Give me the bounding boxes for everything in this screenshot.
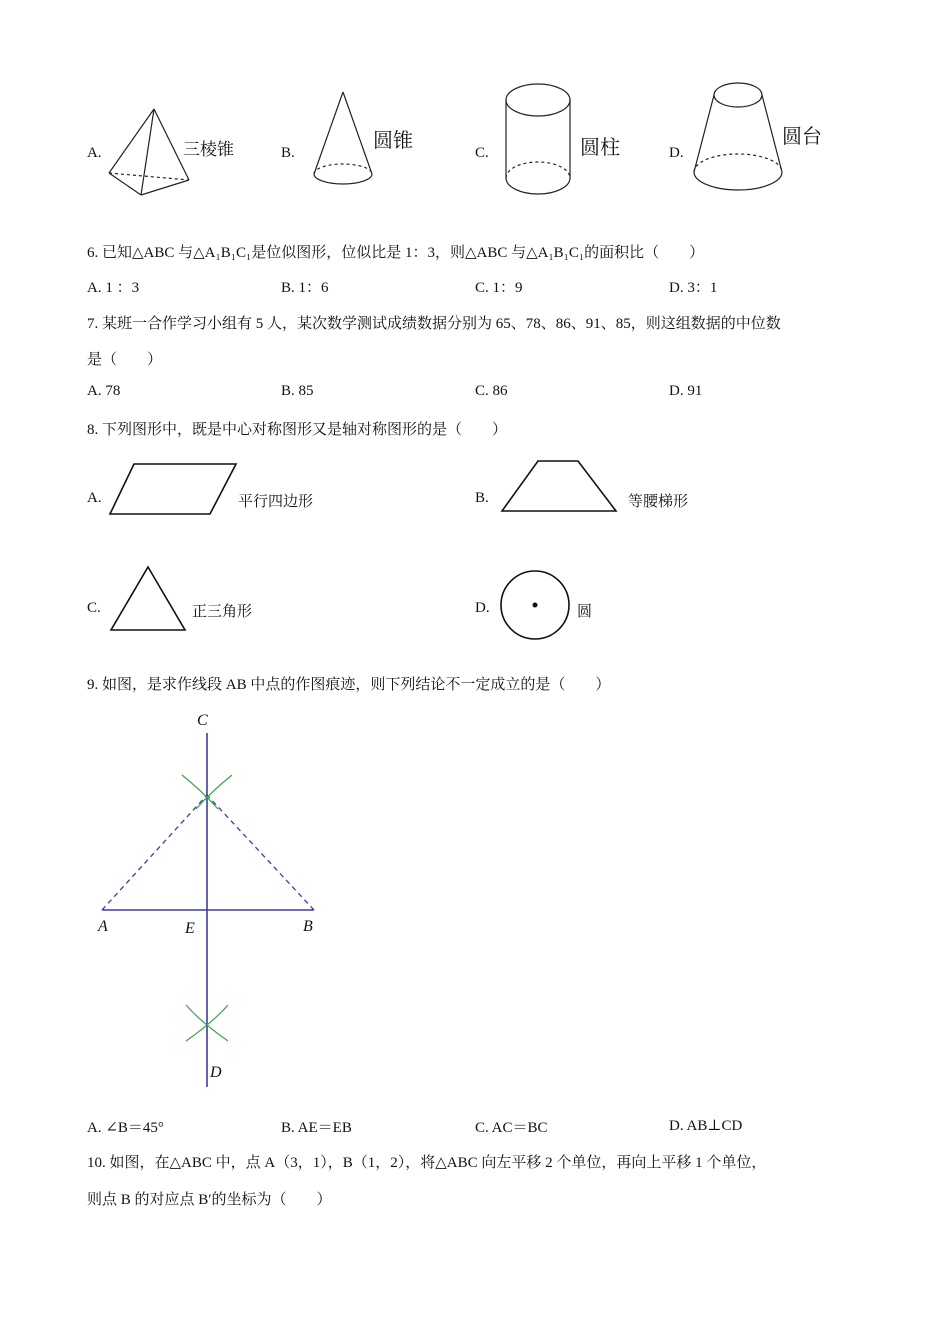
q5-option-d-caption: 圆台 <box>782 124 822 148</box>
q6-option-b: B. 1：6 <box>281 280 329 296</box>
label-a: A <box>98 918 108 935</box>
q8-question: 8. 下列图形中，既是中心对称图形又是轴对称图形的是（ ） <box>87 422 508 438</box>
q9-question: 9. 如图，是求作线段 AB 中点的作图痕迹，则下列结论不一定成立的是（ ） <box>87 677 611 693</box>
q6-option-a: A. 1 ：3 <box>87 280 140 296</box>
cylinder-figure <box>502 80 577 205</box>
q6-option-c: C. 1：9 <box>475 280 523 296</box>
cone-figure <box>310 90 380 200</box>
q8-option-c-caption: 正三角形 <box>192 602 253 620</box>
q8-option-c-letter: C. <box>87 600 101 616</box>
q9-option-b: B. AE＝EB <box>281 1120 352 1136</box>
pyramid-figure <box>105 105 195 200</box>
q5-option-c-letter: C. <box>475 145 489 161</box>
circle-figure <box>498 568 572 642</box>
dashed-bc <box>207 795 314 910</box>
q6-question: 6. 已知△ABC 与△A₁B₁C₁是位似图形，位似比是 1：3，则△ABC 与△A₁B₁C₁的面积比（ ） <box>87 245 705 261</box>
q7-option-d: D. 91 <box>669 383 703 399</box>
q5-option-b-caption: 圆锥 <box>373 128 413 152</box>
label-b: B <box>303 918 313 935</box>
q9-option-c: C. AC＝BC <box>475 1120 548 1136</box>
frustum-figure <box>690 80 790 200</box>
q5-option-c-caption: 圆柱 <box>580 135 620 159</box>
q7-question-line1: 7. 某班一合作学习小组有 5 人，某次数学测试成绩数据分别为 65、78、86、91、85，则这组数据的中位数 <box>87 316 781 332</box>
q7-option-a: A. 78 <box>87 383 121 399</box>
label-d: D <box>210 1064 222 1081</box>
dashed-ac <box>102 795 207 910</box>
q5-option-b-letter: B. <box>281 145 295 161</box>
equilateral-triangle-figure <box>108 564 188 634</box>
label-e: E <box>185 920 195 937</box>
q7-option-c: C. 86 <box>475 383 508 399</box>
q5-option-a-caption: 三棱锥 <box>183 140 234 160</box>
q6-option-d: D. 3：1 <box>669 280 718 296</box>
label-c: C <box>197 712 208 729</box>
q7-option-b: B. 85 <box>281 383 314 399</box>
q8-option-b-letter: B. <box>475 490 489 506</box>
isosceles-trapezoid-figure <box>500 459 620 515</box>
q5-option-a-letter: A. <box>87 145 102 161</box>
midpoint-construction-figure <box>90 705 330 1095</box>
q5-option-d-letter: D. <box>669 145 684 161</box>
q8-option-d-caption: 圆 <box>577 602 593 620</box>
q9-option-d: D. AB⊥CD <box>669 1118 743 1134</box>
q8-option-a-letter: A. <box>87 490 102 506</box>
q8-option-a-caption: 平行四边形 <box>238 492 314 510</box>
q9-option-a: A. ∠B＝45° <box>87 1120 164 1136</box>
q7-question-line2: 是（ ） <box>87 352 163 368</box>
q10-question-line1: 10. 如图，在△ABC 中，点 A（3，1），B（1，2），将△ABC 向左平移 2 个单位，再向上平移 1 个单位， <box>87 1155 767 1171</box>
q8-option-b-caption: 等腰梯形 <box>628 492 689 510</box>
parallelogram-figure <box>108 462 240 518</box>
q10-question-line2: 则点 B 的对应点 B′的坐标为（ ） <box>87 1192 332 1208</box>
q8-option-d-letter: D. <box>475 600 490 616</box>
